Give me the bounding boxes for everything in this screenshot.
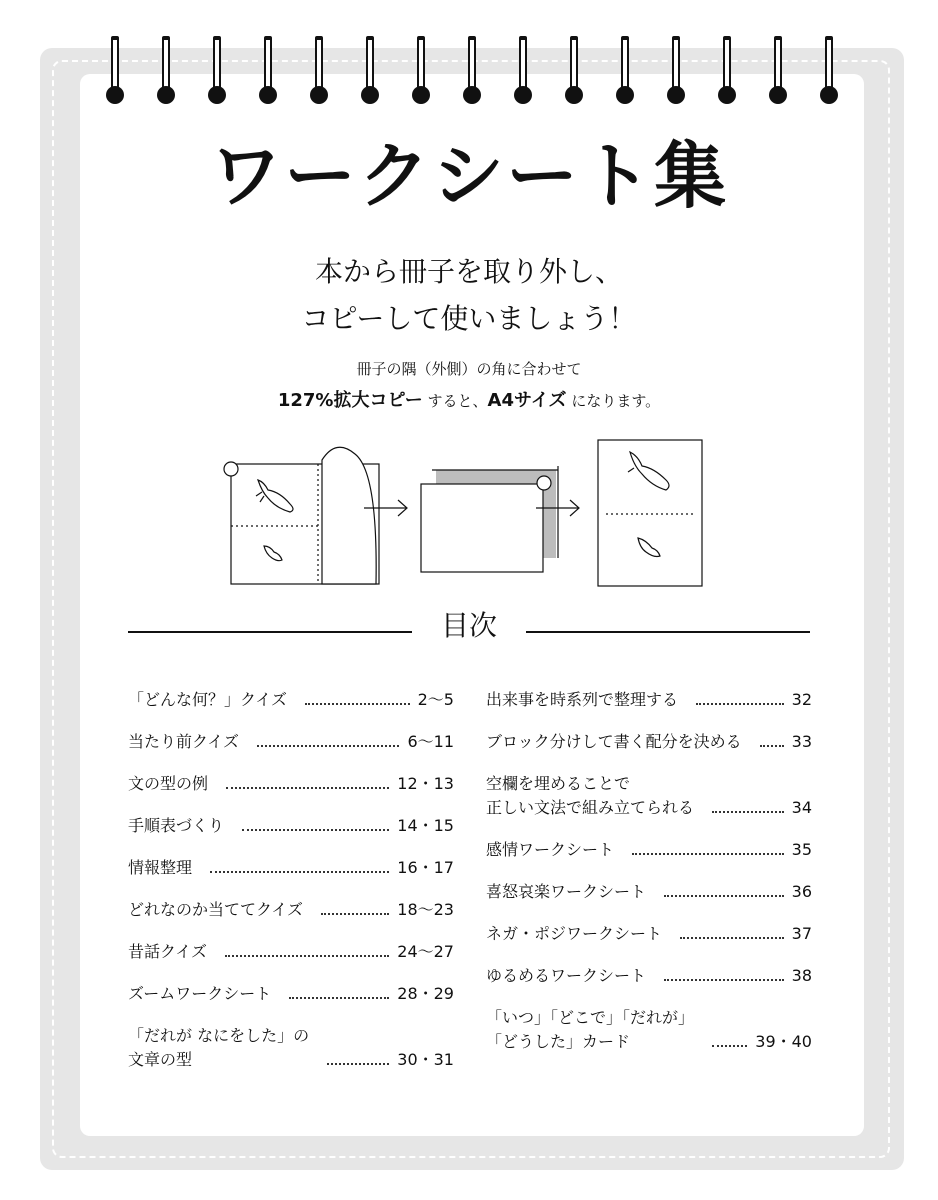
toc-item[interactable] [128, 730, 454, 754]
instruction-line-1: 冊子の隅（外側）の角に合わせて [356, 360, 582, 378]
toc-leader-dots [242, 829, 389, 831]
toc-item-page: 37 [791, 924, 812, 943]
toc-item-label: 「だれが なにをした」の 文章の型 [128, 1026, 310, 1069]
toc-leader-dots [664, 895, 784, 897]
toc-item-page: 16・17 [397, 858, 454, 877]
toc-item-page: 14・15 [397, 816, 454, 835]
subtitle-line-2: コピーして使いましょう！ [301, 302, 637, 335]
toc-item-label: ネガ・ポジワークシート [486, 924, 663, 943]
corner-marker-icon [537, 476, 551, 490]
toc-item-label: ゆるめるワークシート [486, 966, 647, 985]
toc-item-page: 2〜5 [417, 690, 454, 709]
toc-item[interactable] [128, 898, 454, 922]
toc-leader-dots [289, 997, 389, 999]
binder-ring-icon [157, 36, 175, 106]
binder-ring-icon [208, 36, 226, 106]
toc-item-page: 24〜27 [397, 942, 454, 961]
binder-ring-icon [259, 36, 277, 106]
toc-item-label: 空欄を埋めることで 正しい文法で組み立てられる [486, 774, 695, 817]
toc-item[interactable] [128, 772, 454, 796]
toc-item[interactable] [486, 922, 812, 946]
toc-leader-dots [321, 913, 389, 915]
binder-ring-icon [616, 36, 634, 106]
toc-item[interactable] [128, 982, 454, 1006]
a4-result-sheet [598, 440, 702, 586]
toc-item-label: ブロック分けして書く配分を決める [486, 732, 742, 751]
toc-item-label: どれなのか当ててクイズ [128, 900, 304, 919]
bird-illustration [638, 538, 660, 557]
toc-item-page: 39・40 [755, 1032, 812, 1051]
toc-leader-dots [226, 787, 389, 789]
binder-ring-icon [463, 36, 481, 106]
toc-leader-dots [210, 871, 389, 873]
booklet-diagram [210, 430, 730, 600]
toc-item-label: 情報整理 [128, 858, 193, 877]
toc-leader-dots [257, 745, 399, 747]
binder-ring-icon [820, 36, 838, 106]
toc-item-label: 手順表づくり [128, 816, 225, 835]
toc-item-label: 昔話クイズ [128, 942, 208, 961]
toc-item-page: 6〜11 [407, 732, 454, 751]
toc-item-label: 感情ワークシート [486, 840, 615, 859]
copy-sheet [421, 484, 543, 572]
toc-item-page: 33 [791, 732, 812, 751]
size-text: A4サイズ [487, 390, 567, 411]
toc-item[interactable] [128, 940, 454, 964]
binder-ring-icon [514, 36, 532, 106]
toc-item-label: 「いつ」「どこで」「だれが」 「どうした」カード [486, 1008, 695, 1051]
toc-item-label: 「どんな何？」クイズ [128, 690, 288, 709]
binder-ring-icon [769, 36, 787, 106]
toc-item[interactable] [128, 814, 454, 838]
instruction-end: になります。 [566, 392, 661, 410]
toc-leader-dots [712, 811, 784, 813]
toc-rule-right [526, 631, 810, 633]
enlargement-text: 127%拡大コピー [277, 390, 423, 411]
toc-leader-dots [712, 1045, 747, 1047]
toc-item[interactable] [486, 688, 812, 712]
toc-item[interactable] [128, 856, 454, 880]
binder-rings [0, 36, 938, 106]
toc-item[interactable] [128, 1024, 454, 1072]
binder-ring-icon [565, 36, 583, 106]
toc-item-page: 34 [791, 798, 812, 817]
toc-leader-dots [632, 853, 784, 855]
toc-item-page: 18〜23 [397, 900, 454, 919]
instruction-middle: すると、 [422, 392, 488, 410]
toc-item[interactable] [486, 838, 812, 862]
toc-leader-dots [664, 979, 784, 981]
binder-ring-icon [667, 36, 685, 106]
toc-item-label: 当たり前クイズ [128, 732, 240, 751]
toc-item-label: ズームワークシート [128, 984, 272, 1003]
toc-item-page: 12・13 [397, 774, 454, 793]
corner-marker-icon [224, 462, 238, 476]
toc-item-label: 文の型の例 [128, 774, 209, 793]
bird-illustration [264, 546, 282, 561]
toc-leader-dots [760, 745, 784, 747]
toc-heading: 目次 [440, 609, 497, 642]
toc-item-label: 喜怒哀楽ワークシート [486, 882, 647, 901]
binder-ring-icon [106, 36, 124, 106]
toc-item[interactable] [486, 880, 812, 904]
booklet-curl [322, 447, 376, 584]
toc-leader-dots [680, 937, 784, 939]
toc-leader-dots [305, 703, 410, 705]
toc-item[interactable] [128, 688, 454, 712]
toc-leader-dots [327, 1063, 389, 1065]
toc-item-page: 35 [791, 840, 812, 859]
subtitle-line-1: 本から冊子を取り外し、 [314, 255, 623, 288]
binder-ring-icon [718, 36, 736, 106]
toc-item-page: 36 [791, 882, 812, 901]
page-title: ワークシート集 [209, 134, 728, 218]
toc-item[interactable] [486, 772, 812, 820]
toc-item[interactable] [486, 964, 812, 988]
toc-item-page: 38 [791, 966, 812, 985]
toc-item-page: 28・29 [397, 984, 454, 1003]
binder-ring-icon [361, 36, 379, 106]
binder-ring-icon [412, 36, 430, 106]
toc-item[interactable] [486, 730, 812, 754]
bird-illustration [256, 480, 293, 512]
toc-item-label: 出来事を時系列で整理する [486, 690, 679, 709]
binder-ring-icon [310, 36, 328, 106]
toc-leader-dots [696, 703, 784, 705]
toc-item-page: 30・31 [397, 1050, 454, 1069]
toc-item-page: 32 [791, 690, 812, 709]
toc-item[interactable] [486, 1006, 812, 1054]
instruction-line-2 [0, 392, 938, 410]
toc-leader-dots [225, 955, 389, 957]
bird-illustration [628, 452, 669, 490]
